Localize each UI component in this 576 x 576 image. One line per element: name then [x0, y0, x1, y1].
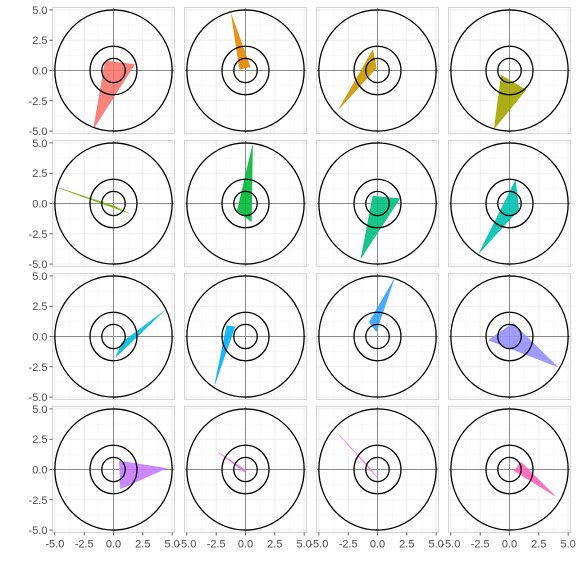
- panel-11: [317, 274, 439, 400]
- panel-4: [449, 8, 571, 134]
- x-tick-label: 0.0: [369, 538, 386, 551]
- x-tick-label: 2.5: [399, 538, 415, 551]
- y-tick-label: -2.5: [28, 361, 48, 374]
- x-tick-label: -2.5: [74, 538, 94, 551]
- y-tick-label: 5.0: [32, 270, 48, 283]
- y-tick-label: -5.0: [28, 392, 48, 405]
- x-tick-label: 5.0: [428, 538, 444, 551]
- x-tick-label: 0.0: [237, 538, 254, 551]
- y-tick-label: 5.0: [32, 4, 48, 17]
- x-tick-label: -5.0: [309, 538, 329, 551]
- y-tick-label: 2.5: [32, 168, 48, 181]
- x-tick-label: 2.5: [135, 538, 151, 551]
- panel-15: [309, 407, 443, 551]
- x-tick-label: 5.0: [164, 538, 180, 551]
- panel-1: [29, 5, 175, 138]
- panel-16: [441, 407, 575, 551]
- panel-9: [29, 271, 175, 404]
- x-tick-label: 0.0: [105, 538, 122, 551]
- panel-13: [29, 404, 180, 551]
- y-tick-label: 2.5: [32, 35, 48, 48]
- x-tick-label: -5.0: [441, 538, 461, 551]
- y-tick-label: -5.0: [28, 259, 48, 272]
- y-tick-label: 5.0: [32, 403, 48, 416]
- y-tick-label: -2.5: [28, 95, 48, 108]
- panel-5: [29, 138, 175, 271]
- y-tick-label: 5.0: [32, 137, 48, 150]
- panel-7: [317, 141, 439, 267]
- x-tick-label: 0.0: [501, 538, 518, 551]
- x-tick-label: 5.0: [560, 538, 576, 551]
- panel-2: [185, 8, 307, 134]
- y-tick-label: -5.0: [28, 126, 48, 139]
- x-tick-label: -5.0: [177, 538, 197, 551]
- y-tick-label: 2.5: [32, 434, 48, 447]
- panel-14: [177, 407, 311, 551]
- panel-8: [449, 141, 571, 267]
- y-tick-label: -2.5: [28, 494, 48, 507]
- panel-6: [185, 141, 307, 267]
- y-tick-label: -2.5: [28, 228, 48, 241]
- x-tick-label: -2.5: [338, 538, 358, 551]
- y-tick-label: 0.0: [32, 464, 48, 477]
- x-tick-label: -5.0: [45, 538, 65, 551]
- y-tick-label: 0.0: [32, 331, 48, 344]
- panel-12: [449, 274, 571, 400]
- x-tick-label: -2.5: [470, 538, 490, 551]
- y-tick-label: 0.0: [32, 198, 48, 211]
- x-tick-label: 2.5: [531, 538, 547, 551]
- x-tick-label: 2.5: [267, 538, 283, 551]
- x-tick-label: 5.0: [296, 538, 312, 551]
- panel-10: [185, 274, 307, 400]
- y-tick-label: 0.0: [32, 65, 48, 78]
- panel-3: [317, 8, 439, 134]
- y-tick-label: 2.5: [32, 301, 48, 314]
- x-tick-label: -2.5: [206, 538, 226, 551]
- y-tick-label: -5.0: [28, 525, 48, 538]
